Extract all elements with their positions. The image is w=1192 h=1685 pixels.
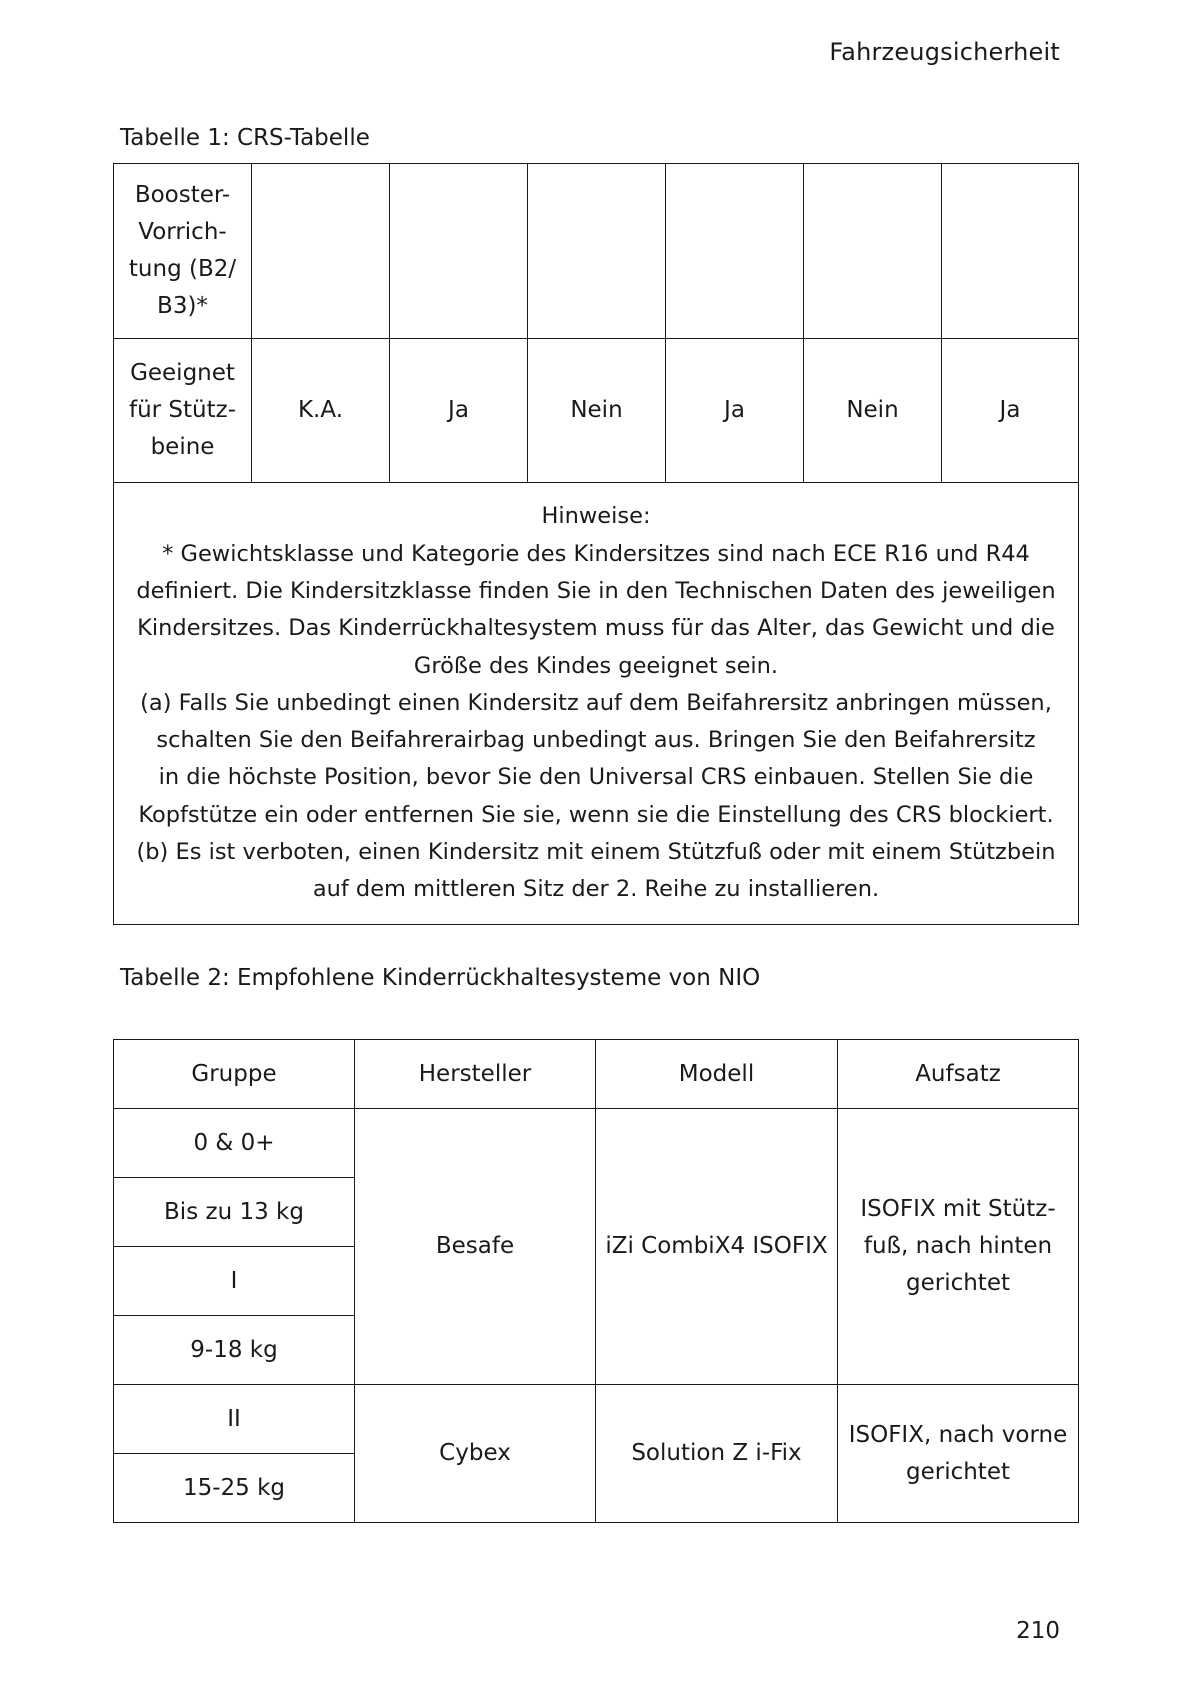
notes-title: Hinweise: (541, 503, 651, 530)
mount-line: ISOFIX mit Stütz- (860, 1196, 1056, 1222)
table-cell: Nein (804, 339, 942, 483)
group-cell: I (114, 1247, 355, 1316)
notes-line: Kindersitzes. Das Kinderrückhaltesystem muss für das Alter, das Gewicht und die (137, 615, 1055, 642)
header-line: tung (B2/ (128, 256, 237, 282)
mount-line: ISOFIX, nach vorne (848, 1421, 1068, 1448)
mount-cell (838, 1385, 1079, 1523)
booster-row (114, 164, 1079, 339)
support-leg-row (114, 339, 1079, 483)
group-cell: 0 & 0+ (114, 1109, 355, 1178)
table-cell (804, 164, 942, 339)
column-header-manufacturer: Hersteller (355, 1040, 596, 1109)
header-line: für Stütz- (128, 397, 237, 423)
column-header-mount: Aufsatz (838, 1040, 1079, 1109)
table-cell (942, 164, 1079, 339)
header-line: Vorrich- (138, 219, 227, 245)
notes-line: in die höchste Position, bevor Sie den Universal CRS einbauen. Stellen Sie die (158, 764, 1034, 791)
recommended-crs-table (113, 1039, 1079, 1523)
table1-caption: Tabelle 1: CRS-Tabelle (120, 125, 370, 151)
group-cell: Bis zu 13 kg (114, 1178, 355, 1247)
header-line: B3)* (157, 293, 208, 319)
mount-line: gerichtet (905, 1270, 1010, 1296)
notes-line: Größe des Kindes geeignet sein. (413, 652, 779, 679)
group-cell: 15-25 kg (114, 1454, 355, 1523)
table-cell: Ja (390, 339, 528, 483)
mount-line: fuß, nach hinten (863, 1233, 1053, 1259)
support-leg-row-header (114, 339, 252, 483)
manufacturer-cell: Cybex (355, 1385, 596, 1523)
column-header-model: Modell (596, 1040, 838, 1109)
header-line: Booster- (134, 182, 231, 208)
notes-line: * Gewichtsklasse und Kategorie des Kindersitzes sind nach ECE R16 und R44 (162, 540, 1030, 567)
group-cell: II (114, 1385, 355, 1454)
mount-cell (838, 1109, 1079, 1385)
crs-table (113, 163, 1079, 925)
booster-row-header (114, 164, 252, 339)
table-row (114, 1109, 1079, 1178)
model-cell: iZi CombiX4 ISOFIX (596, 1109, 838, 1385)
table2-caption: Tabelle 2: Empfohlene Kinderrückhaltesysteme von NIO (120, 965, 761, 991)
table-row (114, 1385, 1079, 1454)
table-cell (528, 164, 666, 339)
column-header-group: Gruppe (114, 1040, 355, 1109)
table-cell: Ja (942, 339, 1079, 483)
notes-line: definiert. Die Kindersitzklasse finden Sie in den Technischen Daten des jeweiligen (136, 577, 1056, 604)
notes-line: (b) Es ist verboten, einen Kindersitz mit einem Stützfuß oder mit einem Stützbein (136, 839, 1056, 866)
header-line: beine (150, 434, 215, 460)
model-cell: Solution Z i-Fix (596, 1385, 838, 1523)
table-cell (390, 164, 528, 339)
table-header-row (114, 1040, 1079, 1109)
table-cell: Ja (666, 339, 804, 483)
table-cell (252, 164, 390, 339)
notes-line: auf dem mittleren Sitz der 2. Reihe zu installieren. (312, 876, 880, 903)
table-cell: K.A. (252, 339, 390, 483)
notes-line: (a) Falls Sie unbedingt einen Kindersitz auf dem Beifahrersitz anbringen müssen, (140, 689, 1052, 716)
table-cell (666, 164, 804, 339)
header-line: Geeignet (130, 360, 235, 386)
mount-line: gerichtet (905, 1458, 1010, 1485)
manufacturer-cell: Besafe (355, 1109, 596, 1385)
notes-line: schalten Sie den Beifahrerairbag unbedingt aus. Bringen Sie den Beifahrersitz (156, 727, 1036, 754)
notes-cell (114, 483, 1079, 925)
table-cell: Nein (528, 339, 666, 483)
notes-row (114, 483, 1079, 925)
notes-line: Kopfstütze ein oder entfernen Sie sie, wenn sie die Einstellung des CRS blockiert. (138, 801, 1054, 828)
page-header-section: Fahrzeugsicherheit (829, 38, 1060, 66)
page-number: 210 (1016, 1618, 1060, 1644)
group-cell: 9-18 kg (114, 1316, 355, 1385)
